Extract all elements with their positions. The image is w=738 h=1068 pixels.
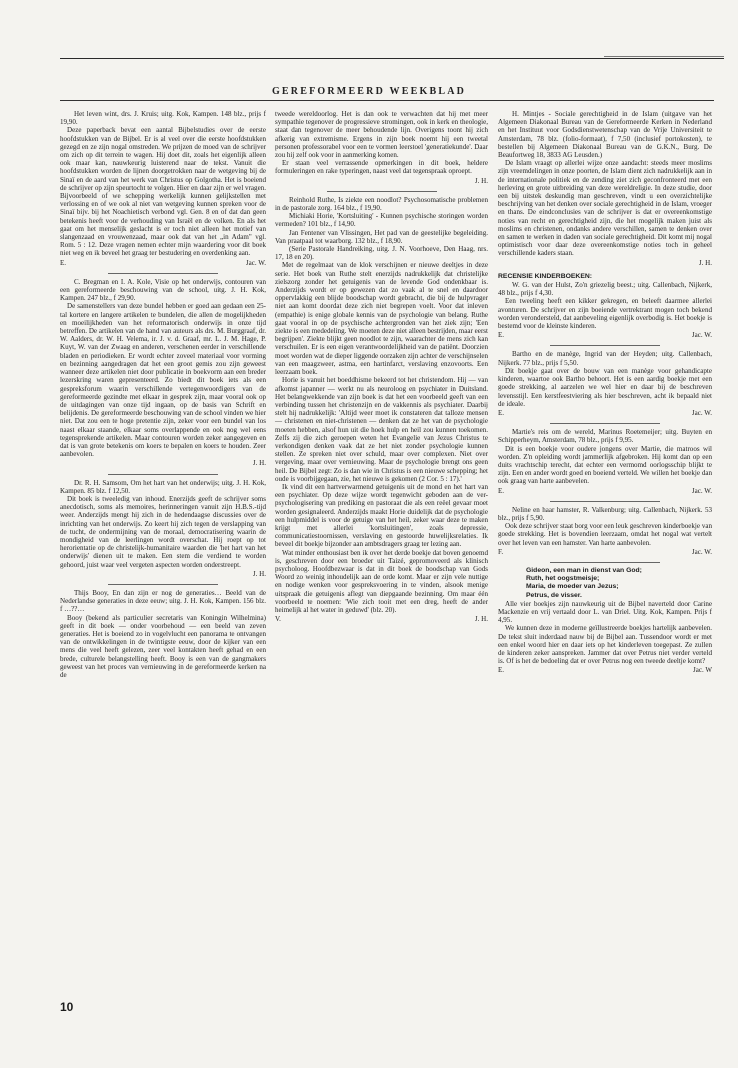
review-4-body: Booy (bekend als particulier secretaris van Koningin Wilhelmina) geeft in dit boek — onder voorbehoud — een beeld van zeven generaties. Het is boeiend zo in vogelvlucht een panorama te ontvangen van de ontwikkelingen in de twintigste eeuw, door de kijker van een mens die veel heeft gelezen, zeer veel kontakten heeft gehad en een brede, culturele belangstelling heeft. Booy is een van de gangmakers geweest van het proces van vernieuwing in de gereformeerde kerken na de xyxy=(60,613,266,679)
review-3-heading: Dr. R. H. Samsom, Om het hart van het onderwijs; uitg. J. H. Kok, Kampen. 85 blz. f 12,50. xyxy=(60,478,266,495)
divider xyxy=(108,474,218,475)
kids-3-signature-left: E. xyxy=(498,486,505,495)
column-1 xyxy=(60,110,266,679)
series-review-signature-right: J. H. xyxy=(474,615,488,624)
kids-4-signature-left: F. xyxy=(498,547,504,556)
review-1-body: Deze paperback bevat een aantal Bijbelstudies over de eerste hoofdstukken van de Bijbel. Er is al veel over die eerste hoofdstukken gezegd en ze zijn nogal omstreden. We prijzen de moed van de schrijver om zich op dit terrein te wagen. Hij doet dit, zoals het eigenlijk alleen ook maar kan, nauwkeurig luisterend naar de tekst. Vanuit die hoofdstukken worden de lijnen doorgetrokken naar de wetgeving bij de Sinaï en de aard van het werk van Christus op Golgotha. Het is boeiend de schrijver op zijn speurtocht te volgen. Hier en daar zijn er wel vragen. Bijvoorbeeld of we schepping werkelijk kunnen gelijkstellen met verlossing en of we ook al niet van wetgeving kunnen spreken voor de Sinaï bijv. bij het Noachietisch verbond vgl. Gen. 8 en of dat dan geen betekenis heeft voor de verhouding van Israël en de volken. En als het gaat om het menselijk geslacht is er toch niet alleen het motief van slangenzaad en vrouwenzaad, maar ook dat van het „in Adam" vgl. Rom. 5 : 12. Deze vragen nemen echter mijn waardering voor dit boek niet weg en ik beveel het graag ter bestudering en overdenking aan. xyxy=(60,126,266,258)
review-2-heading: C. Bregman en I. A. Kole, Visie op het onderwijs, contouren van een gereformeerde beschouwing van de school, uitg. J. H. Kok, Kampen. 247 blz., f 29,90. xyxy=(60,277,266,303)
islam-review-signature xyxy=(498,259,712,267)
kids-1-signature xyxy=(498,331,712,339)
review-2-body: De samenstellers van deze bundel hebben er goed aan gedaan een 25-tal kortere en langere artikelen te bundelen, die allen de mogelijkheden en moeilijkheden van het reformatorisch onderwijs in onze tijd betreffen. De artikelen van de hand van auteurs als drs. M. Burggraaf, dr. W. Aalders, dr. W. H. Velema, ir. J. v. d. Graaf, mr. L. J. M. Hage, P. Kuyt, W. van der Zwaag en anderen, verschenen eerder in verschillende bladen en periodieken. Er wordt echter zoveel materiaal voor vorming en bezinning aangedragen dat het een groot gemis zou zijn geweest wanneer deze artikelen niet door publicatie in boekvorm aan een breder lezerskring waren gepresenteerd. Zo biedt dit boek iets als een gespreksforum waarin verschillende vertegenwoordigers van de gereformeerde gezindte met elkaar in gesprek zijn, maar vooral ook op de uitdagingen van onze tijd ingaan, op de basis van Schrift en belijdenis. De gereformeerde beschouwing van de school vinden we hier niet. Dat zou een te hoge pretentie zijn, zeker voor een bundel van los naast elkaar staande, elkaar soms overlappende en ook nog wel eens tegensprekende artikelen. Maar contouren worden zeker aangegeven en dat is van grote betekenis om koers te bepalen en koers te houden. Zeer aanbevolen. xyxy=(60,302,266,459)
divider xyxy=(550,562,660,563)
review-4-continued: tweede wereldoorlog. Het is dan ook te verwachten dat hij met meer sympathie tegenover de progressieve stromingen, ook in kerk en theologie, staat dan tegenover de meer behoudende lijn. Overigens toont hij zich afkerig van extremisme. Ergens in zijn boek noemt hij een tweetal personen professorabel voor een te vormen leerstoel 'generatiekunde'. Daar zou hij zelf ook voor in aanmerking komen. xyxy=(275,110,488,160)
review-1-signature xyxy=(60,259,266,267)
kids-5-title-3: Maria, de moeder van Jezus; xyxy=(526,583,619,591)
column-2 xyxy=(275,110,488,623)
kids-5-signature xyxy=(498,666,712,674)
divider xyxy=(550,423,660,424)
kids-5-body: Alle vier boekjes zijn nauwkeurig uit de Bijbel naverteld door Carine Mackenzie en vrij vertaald door L. van Driel. Uitg. Kok, Kampen. Prijs f 4,95. xyxy=(498,599,712,625)
kids-3-signature xyxy=(498,487,712,495)
kids-4-signature-right: Jac. W. xyxy=(691,547,712,556)
review-4-signature-text: J. H. xyxy=(474,176,488,185)
section-heading-kinderboeken: RECENSIE KINDERBOEKEN: xyxy=(498,272,593,280)
top-rule-tail xyxy=(604,56,724,57)
kids-3-body: Dit is een boekje voor oudere jongens over Martie, die matroos wil worden. Z'n opleiding wordt jammerlijk afgebroken. Hij komt dan op een duits vrachtschip terecht, dat echter een vermomd oorlogsschip blijkt te zijn. Een en ander wordt goed en boeiend verteld. We willen het boekje dan ook graag van harte aanbevelen. xyxy=(498,444,712,486)
kids-5-title-4: Petrus, de visser. xyxy=(526,591,582,599)
column-3 xyxy=(498,110,712,675)
series-note: (Serie Pastorale Handreiking, uitg. J. N. Voorhoeve, Den Haag, nrs. 17, 18 en 20). xyxy=(275,245,488,262)
review-3-signature xyxy=(60,570,266,578)
kids-1-signature-right: Jac. W. xyxy=(691,331,712,340)
kids-3-heading: Martie's reis om de wereld, Marinus Roetemeijer; uitg. Buyten en Schipperheym, Amsterdam, 78 blz., prijs f 9,95. xyxy=(498,428,712,445)
kids-5-title-1: Gideon, een man in dienst van God; xyxy=(526,566,642,574)
islam-review-signature-text: J. H. xyxy=(698,258,712,267)
kids-2-signature-left: E. xyxy=(498,408,505,417)
review-3-signature-text: J. H. xyxy=(252,569,266,578)
series-review-body-2: Horie is vanuit het boeddhisme bekeerd tot het christendom. Hij — van afkomst japanner — werkt nu als neuroloog en psychiater in Duitsland. Het belangwekkende van zijn boek is dat het een voorbeeld geeft van een verbinding tussen het christenzijn en de vakkennis als psychiater. Daarbij stelt hij nadrukkelijk: 'Altijd weer moet ik constateren dat talloze mensen — christenen en niet-christenen — denken dat ze het van de psychologie moeten hebben, alsof hun uit die hoek hulp en heil zou kunnen toekomen. Zelfs zij die zich geroepen weten het Evangelie van Jezus Christus te verkondigen denken vaak dat ze het niet zonder psychologie kunnen stellen. Ze spreken niet over schuld, maar over complexen. Niet over vergeving, maar over vernieuwing. Maar de psychologie brengt ons geen heil. De Bijbel zegt: Zo is dan wie in Christus is een nieuwe schepping; het oude is voorbijgegaan, zie, het nieuwe is gekomen (2 Cor. 5 : 17).' xyxy=(275,376,488,483)
divider xyxy=(108,273,218,274)
kids-2-heading: Bartho en de manège, Ingrid van der Heyden; uitg. Callenbach, Nijkerk. 77 blz., prijs f 5,50. xyxy=(498,350,712,367)
series-review-signature xyxy=(275,615,488,623)
review-4-continued-2: Er staan veel verrassende opmerkingen in dit boek, heldere formuleringen en rake typeringen, naast veel dat tegenspraak oproept. xyxy=(275,159,488,176)
kids-1-body: Een tweeling heeft een kikker gekregen, en beleeft daarmee allerlei avonturen. De schrijver en zijn boeiende vertrektrant mogen toch bekend worden verondersteld, dat aanbeveling eigenlijk overbodig is. Het boekje is bestemd voor de kleinste kinderen. xyxy=(498,297,712,331)
divider xyxy=(327,191,437,192)
book-3-heading: Jan Fentener van Vlissingen, Het pad van de geestelijke begeleiding. Van praatpaal tot waarborg. 132 blz., f 18,90. xyxy=(275,228,488,245)
kids-1-heading: W. G. van der Hulst, Zo'n griezelig beest.; uitg. Callenbach, Nijkerk, 48 blz., prijs f 4,30. xyxy=(498,281,712,298)
kids-4-signature xyxy=(498,548,712,556)
kids-5-titles xyxy=(498,567,712,600)
review-2-signature-text: J. H. xyxy=(252,459,266,468)
kids-2-signature-right: Jac. W. xyxy=(691,408,712,417)
review-1-heading: Het leven wint, drs. J. Kruis; uitg. Kok, Kampen. 148 blz., prijs f 19,90. xyxy=(60,110,266,127)
kids-5-signature-right: Jac. W xyxy=(692,666,712,675)
kids-4-heading: Neline en haar hamster, R. Valkenburg; uitg. Callenbach, Nijkerk. 53 blz., prijs f 5,90. xyxy=(498,505,712,522)
divider xyxy=(550,345,660,346)
kids-2-body: Dit boekje gaat over de bouw van een manège voor gehandicapte kinderen, waartoe ook Bartho behoort. Het is een aardig boekje met een goede strekking, al aarzelen we wel hier en daar bij de beschreven levensstijl. Een kerstfeestviering als hier beschreven, acht ik bepaald niet de ideale. xyxy=(498,366,712,408)
kids-2-signature xyxy=(498,409,712,417)
divider xyxy=(108,584,218,585)
review-4-heading: Thijs Booy, En dan zijn er nog de generaties… Beeld van de Nederlandse generaties in deze eeuw; uitg. J. H. Kok, Kampen. 156 blz. f …??… xyxy=(60,588,266,614)
review-1-signature-left: E. xyxy=(60,258,67,267)
series-review-body-3: Ik vind dit een hartverwarmend getuigenis uit de mond en het hart van een psychiater. Op deze wijze wordt tegenwicht geboden aan de ver-psychologisering van prediking en pastoraat die als een reëel gevaar moet worden gesignaleerd. Anderzijds maakt Horie duidelijk dat de psychologie een hulpmiddel is voor de getuige van het heil, zeker waar deze te maken krijgt met allerlei 'kortsluitingen', zoals depressie, communicatiestoornissen, verslaving en gestoorde huwelijksrelaties. Ik beveel dit boekje bijzonder aan ambtsdragers graag ter lezing aan. xyxy=(275,482,488,549)
divider xyxy=(550,501,660,502)
series-review-signature-left: V. xyxy=(275,615,281,624)
kids-5-signature-left: E. xyxy=(498,666,505,675)
review-4-signature xyxy=(275,177,488,185)
islam-review-body: De Islam vraagt op allerlei wijze onze aandacht: steeds meer moslims zijn vreemdelingen in onze poorten, de Islam dient zich nadrukkelijk aan in de internationale politiek en de zending ziet zich geconfronteerd met een herleving en grote uitbreiding van deze wereldreligie. In deze studie, door een bij uitstek deskundig man geschreven, vindt u een overzichtelijke beschrijving van het denken over sociale gerechtigheid in de Islam, vroeger en thans. De eindconclusies van de schrijver is dat er overeenkomstige noties van recht en gerechtigheid zijn, die het mogelijk maken juist als moslims en christenen, ondanks andere verschillen, samen te denken over en samen te werken in daden van sociale gerechtigheid. Dit komt mij nogal optimistisch voor daar deze overeenkomstige noties toch in geheel verschillende kaders staan. xyxy=(498,159,712,258)
series-review-body-4: Wat minder enthousiast ben ik over het derde boekje dat boven genoemd is, geschreven door een broeder uit Taizé, gepromoveerd als klinisch psycholoog. Hoofdbezwaar is dat in dit boek de boodschap van Gods Woord zo weinig inhoudelijk aan de orde komt. Maar er zijn vele nuttige en nodige wenken voor gespreksvoering in te vinden, alsook menige uitspraak die getuigenis aflegt van diepgaande bezinning. Om maar één voorbeeld te noemen: 'Wie zich tooit met een dreg, heeft de ander heimelijk al het water in geduwd' (blz. 20). xyxy=(275,548,488,614)
kids-1-signature-left: E. xyxy=(498,331,505,340)
book-2-heading: Michiaki Horie, 'Kortsluiting' - Kunnen psychische storingen worden vermeden? 101 blz., f 14,90. xyxy=(275,212,488,229)
header-rule xyxy=(60,100,714,101)
kids-4-body: Ook deze schrijver staat borg voor een leuk geschreven kinderboekje van goede strekking. Het is bovendien leerzaam, omdat het nogal wat vertelt over het leven van een hamster. Van harte aanbevolen. xyxy=(498,522,712,547)
review-2-signature xyxy=(60,459,266,467)
series-review-body-1: Met de regelmaat van de klok verschijnen er nieuwe deeltjes in deze serie. Het boek van Ruthe stelt enerzijds nadrukkelijk dat christelijke zielszorg zonder het getuigenis van de levende God ondenkbaar is. Anderzijds wordt er op gewezen dat zo vaak al te snel en daardoor oppervlakkig een blijde boodschap wordt gebracht, die bij de hulpvrager niet aan komt doordat deze zich niet begrepen voelt. Voor dat inleven (empathie) is enige globale kennis van de psychologie van belang. Ruthe gaat vooral in op de psychische achtergronden van het ziek zijn; 'Een ziekte is een mededeling. We moeten deze niet alleen bestrijden, maar eerst begrijpen'. Ziekte blijkt geen noodlot te zijn, waarachter de mens zich kan verschuilen. Er is een eigen verantwoordelijkheid van de patiënt. Doorzien moet worden wat de dieper liggende oorzaken zijn achter de verschijnselen van een maagzweer, astma, een hartinfarct, verslaving enzovoorts. Een leerzaam boek. xyxy=(275,261,488,377)
top-rule xyxy=(60,58,724,59)
kids-3-signature-right: Jac. W. xyxy=(691,486,712,495)
kids-5-title-2: Ruth, het oogstmeisje; xyxy=(526,575,600,583)
kids-5-body-2: We kunnen deze in moderne geïllustreerde boekjes hartelijk aanbevelen. De tekst sluit inderdaad nauw bij de Bijbel aan. Tussendoor wordt er met een enkel woord hier en daar iets op het kinderleven toegepast. Ze zullen de kinderen zeker aanspreken. Jammer dat over Petrus niet verder verteld is. Of is het de bedoeling dat er over Petrus nog een tweede deeltje komt? xyxy=(498,624,712,666)
page-number: 10 xyxy=(60,1000,74,1014)
masthead: GEREFORMEERD WEEKBLAD xyxy=(271,86,467,97)
islam-review-heading: H. Mintjes - Sociale gerechtigheid in de Islam (uitgave van het Algemeen Diakonaal Bureau van de Gereformeerde Kerken in Nederland en het Instituut voor Godsdienstwetenschap van de Vrije Universiteit te Amsterdam, 78 blz. (folio-formaat), f 7,50 (inclusief portokosten), te bestellen bij Algemeen Diakonaal Bureau van de G.K.N., Burg. De Beaufortweg 18, 3833 AG Leusden.) xyxy=(498,110,712,160)
review-1-signature-right: Jac. W. xyxy=(245,258,266,267)
review-3-body: Dit boek is tweeledig van inhoud. Enerzijds geeft de schrijver soms anecdotisch, soms als memoires, herinneringen vanuit zijn H.B.S.-tijd weer. Anderzijds mengt hij zich in de hedendaagse discussies over de inrichting van het onderwijs. Zo keert hij zich tegen de verslapping van de tucht, de ondermijning van de moraal, democratisering waarin de mondigheid van de leerlingen wordt overschat. Hij roept op tot herorientatie op de christelijk-humanitaire waarden die 'het hart van het onderwijs' dienen uit te maken. Een stem die verdiend te worden gehoord, juist waar veel vergeten aspecten worden onderstreept. xyxy=(60,494,266,569)
book-1-heading: Reinhold Ruthe, Is ziekte een noodlot? Psychosomatische problemen in de pastorale zorg. 164 blz., f 19,90. xyxy=(275,195,488,213)
